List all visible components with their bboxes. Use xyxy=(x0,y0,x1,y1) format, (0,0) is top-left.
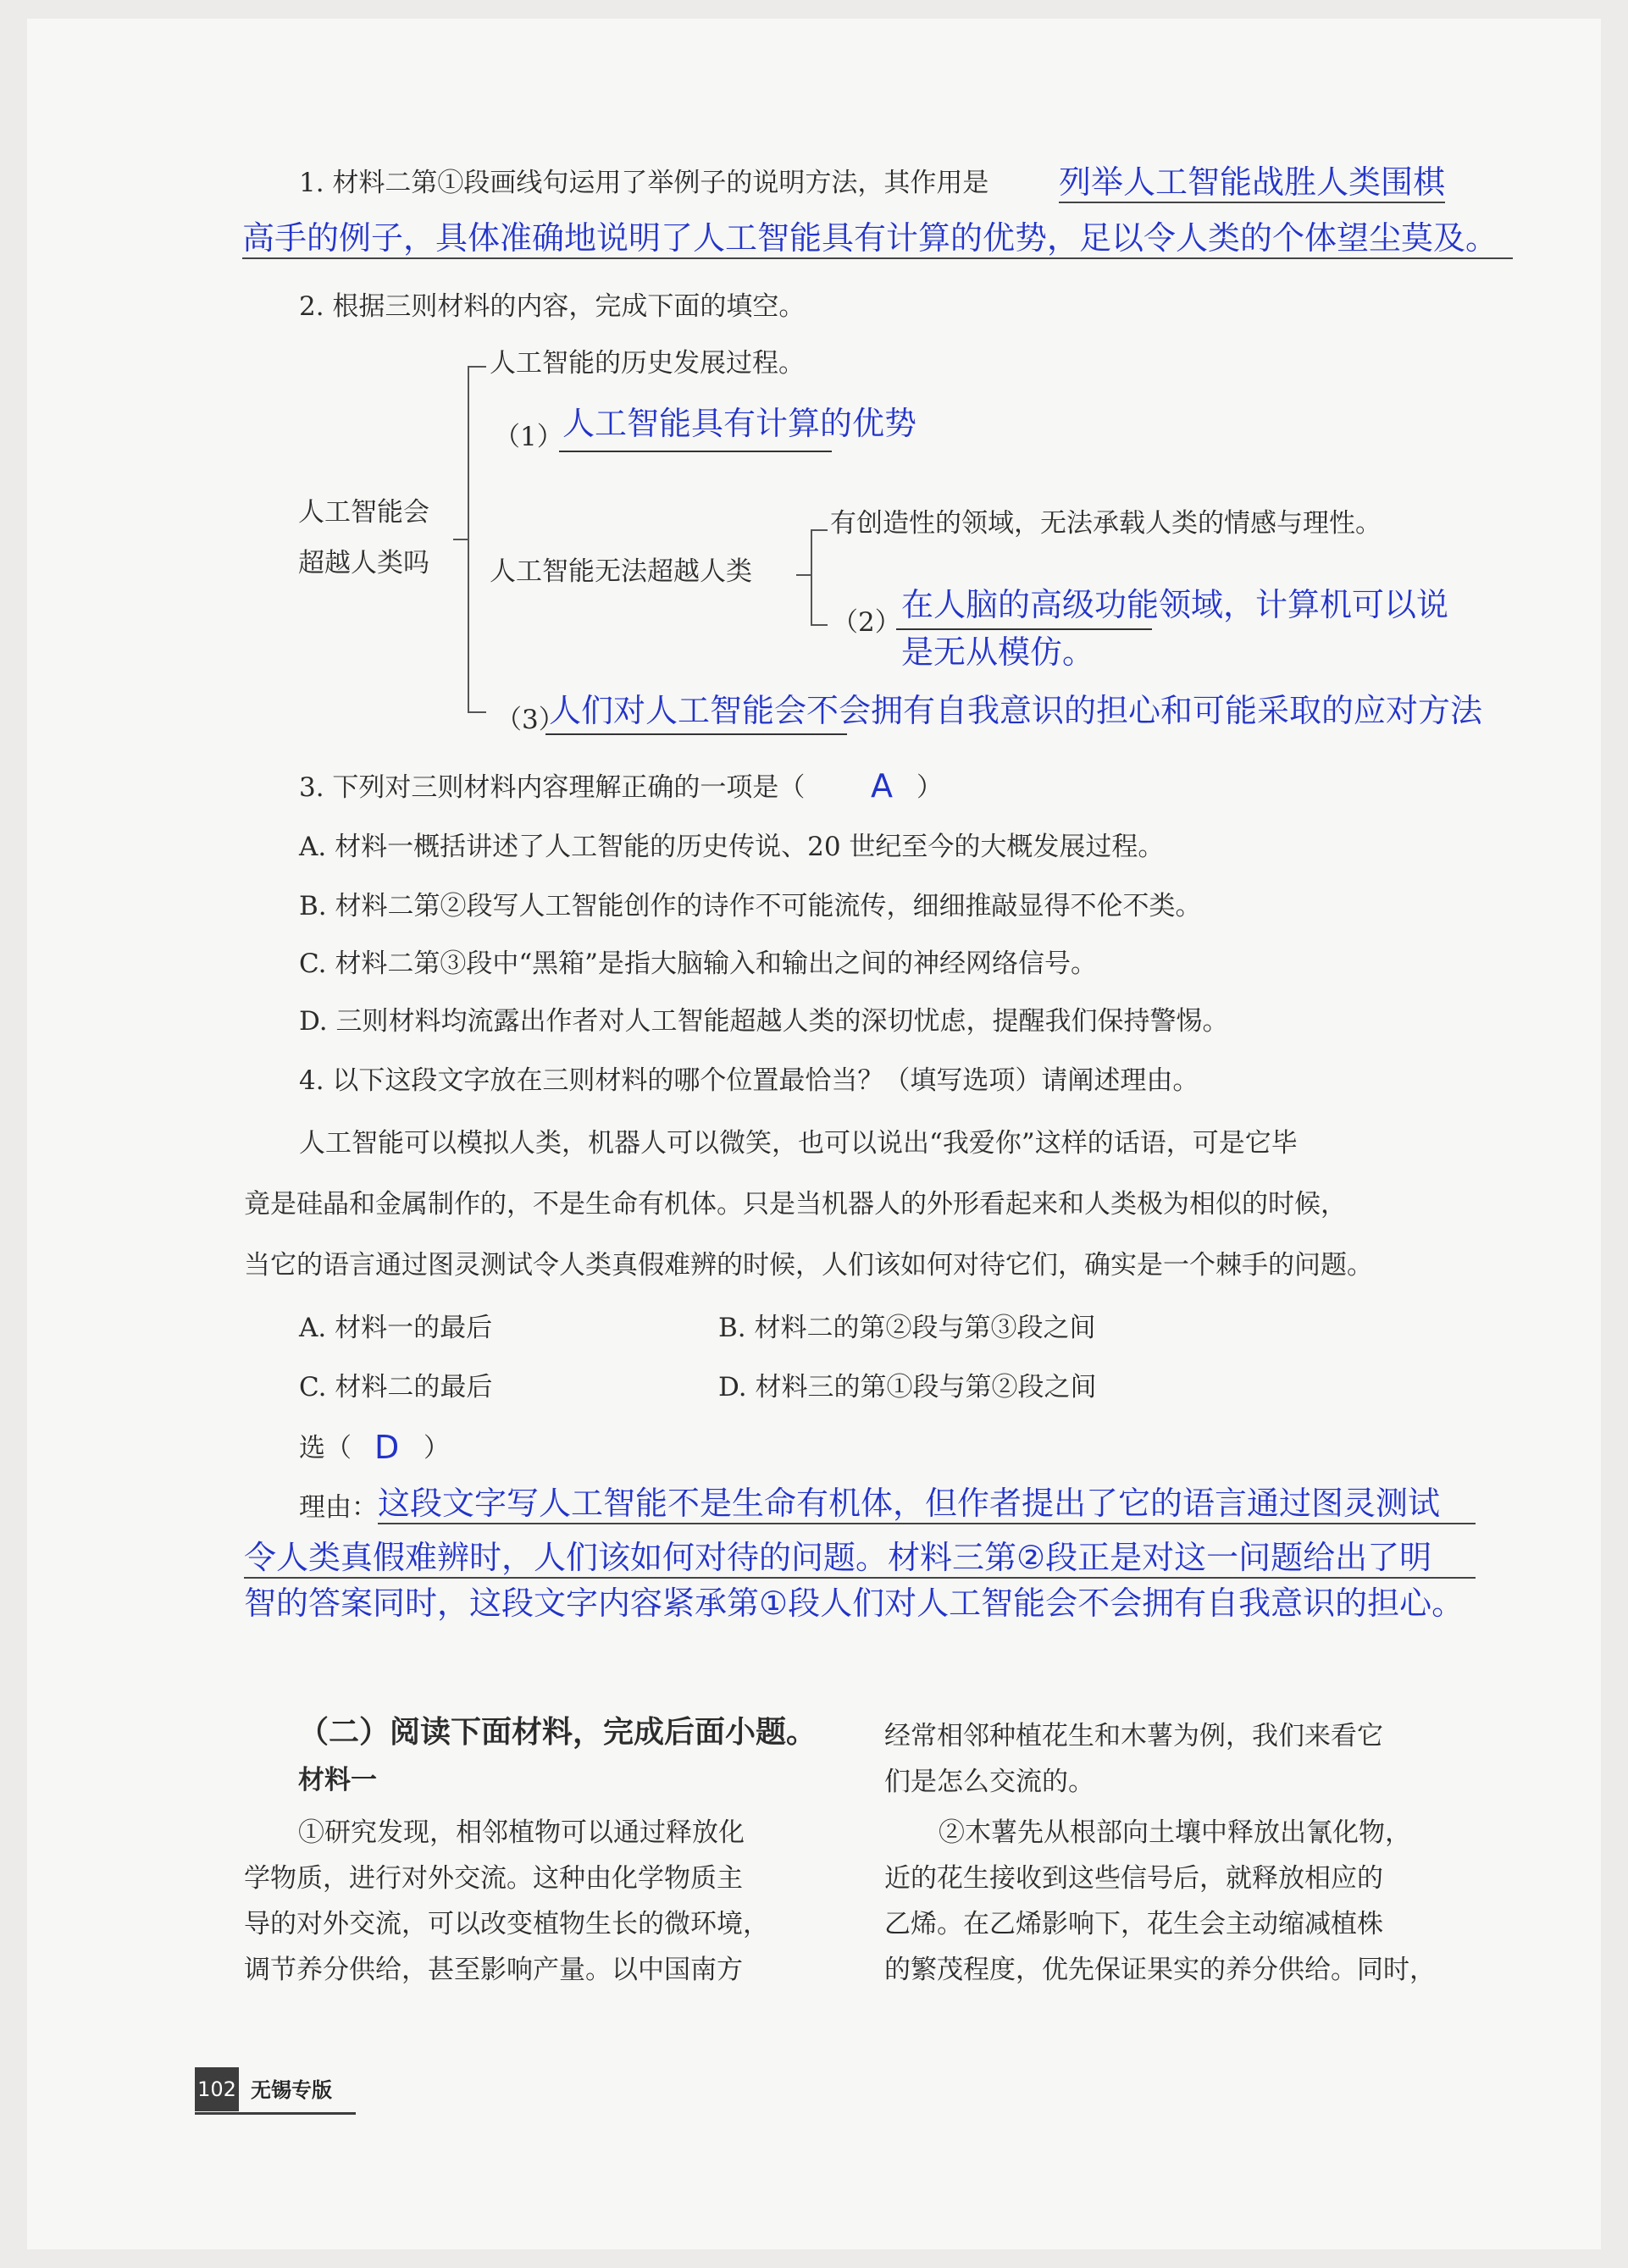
q4-option-d: D. 材料三的第①段与第②段之间 xyxy=(718,1372,1097,1402)
branch-history: 人工智能的历史发展过程。 xyxy=(490,348,805,379)
q4-passage-line3: 当它的语言通过图灵测试令人类真假难辨的时候，人们该如何对待它们，确实是一个棘手的问题。 xyxy=(244,1250,1373,1281)
q1-answer-line2: 高手的例子，具体准确地说明了人工智能具有计算的优势，足以令人类的个体望尘莫及。 xyxy=(242,219,1513,259)
left-line-4: 调节养分供给，甚至影响产量。以中国南方 xyxy=(244,1955,743,1985)
q4-prompt: 4. 以下这段文字放在三则材料的哪个位置最恰当？（填写选项）请阐述理由。 xyxy=(299,1065,1199,1096)
outer-bracket-bottom xyxy=(468,711,486,713)
branch-cannot: 人工智能无法超越人类 xyxy=(490,556,752,587)
material-one-label: 材料一 xyxy=(298,1765,377,1795)
q3-option-a: A. 材料一概括讲述了人工智能的历史传说、20 世纪至今的大概发展过程。 xyxy=(299,832,1165,862)
blank1-label: （1） xyxy=(494,422,563,452)
blank3-underline xyxy=(545,733,847,735)
q4-passage-line1: 人工智能可以模拟人类，机器人可以微笑，也可以说出“我爱你”这样的话语，可是它毕 xyxy=(299,1128,1298,1159)
right-line-6: 的繁茂程度，优先保证果实的养分供给。同时， xyxy=(884,1955,1436,1985)
left-line-3: 导的对外交流，可以改变植物生长的微环境， xyxy=(244,1909,769,1939)
blank3-answer: 人们对人工智能会不会拥有自我意识的担心和可能采取的应对方法 xyxy=(549,692,1483,729)
sub-creative: 有创造性的领域，无法承载人类的情感与理性。 xyxy=(830,508,1382,539)
edition-label: 无锡专版 xyxy=(251,2078,332,2102)
q2-root-line1: 人工智能会 xyxy=(298,497,429,528)
q4-option-c: C. 材料二的最后 xyxy=(299,1372,493,1402)
blank2-answer-line2: 是无从模仿。 xyxy=(901,633,1095,671)
inner-bracket xyxy=(811,529,812,624)
q4-reason-line3: 智的答案同时，这段文字内容紧承第①段人们对人工智能会不会拥有自我意识的担心。 xyxy=(244,1585,1465,1622)
q4-choice-label: 选（ xyxy=(299,1433,352,1463)
inner-bracket-top xyxy=(811,529,828,531)
blank1-underline xyxy=(559,451,832,452)
q4-reason-line2: 令人类真假难辨时，人们该如何对待的问题。材料三第②段正是对这一问题给出了明 xyxy=(244,1538,1476,1579)
right-line-2: 们是怎么交流的。 xyxy=(884,1767,1094,1797)
q4-option-b: B. 材料二的第②段与第③段之间 xyxy=(718,1313,1096,1343)
q4-choice-answer: D xyxy=(374,1429,400,1466)
q3-prompt: 3. 下列对三则材料内容理解正确的一项是（ xyxy=(299,772,806,803)
inner-bracket-bottom xyxy=(811,624,828,626)
outer-bracket-stem xyxy=(453,539,468,540)
q4-reason-line1: 这段文字写人工智能不是生命有机体，但作者提出了它的语言通过图灵测试 xyxy=(378,1484,1476,1524)
blank2-underline xyxy=(896,628,1152,630)
q3-answer: A xyxy=(871,767,893,805)
q3-option-d: D. 三则材料均流露出作者对人工智能超越人类的深切忧虑，提醒我们保持警惕。 xyxy=(299,1006,1229,1037)
blank2-answer-line1: 在人脑的高级功能领域，计算机可以说 xyxy=(901,586,1449,623)
q3-option-b: B. 材料二第②段写人工智能创作的诗作不可能流传，细细推敲显得不伦不类。 xyxy=(299,891,1202,921)
q3-prompt-end: ） xyxy=(916,772,943,803)
blank2-label: （2） xyxy=(832,607,901,638)
section2-title: （二）阅读下面材料，完成后面小题。 xyxy=(298,1715,817,1750)
q2-root-line2: 超越人类吗 xyxy=(298,548,429,578)
outer-bracket-top xyxy=(468,366,486,368)
q3-option-c: C. 材料二第③段中“黑箱”是指大脑输入和输出之间的神经网络信号。 xyxy=(299,949,1098,979)
q2-prompt: 2. 根据三则材料的内容，完成下面的填空。 xyxy=(299,291,806,322)
blank1-answer: 人工智能具有计算的优势 xyxy=(562,405,917,442)
q4-option-a: A. 材料一的最后 xyxy=(299,1313,493,1343)
inner-bracket-stem xyxy=(796,574,811,576)
q4-reason-label: 理由： xyxy=(299,1492,378,1523)
right-line-5: 乙烯。在乙烯影响下，花生会主动缩减植株 xyxy=(884,1909,1383,1939)
blank3-label: （3） xyxy=(496,705,565,735)
q4-choice-end: ） xyxy=(424,1433,450,1463)
right-line-1: 经常相邻种植花生和木薯为例，我们来看它 xyxy=(884,1721,1383,1751)
q4-passage-line2: 竟是硅晶和金属制作的，不是生命有机体。只是当机器人的外形看起来和人类极为相似的时候， xyxy=(244,1189,1347,1220)
left-line-1: ①研究发现，相邻植物可以通过释放化 xyxy=(298,1817,745,1848)
q1-answer-line1: 列举人工智能战胜人类围棋 xyxy=(1059,163,1445,203)
q1-prompt: 1. 材料二第①段画线句运用了举例子的说明方法，其作用是 xyxy=(299,168,989,198)
page-number: 102 xyxy=(195,2067,239,2111)
left-line-2: 学物质，进行对外交流。这种由化学物质主 xyxy=(244,1863,743,1894)
right-line-3: ②木薯先从根部向土壤中释放出氰化物， xyxy=(939,1817,1411,1848)
right-line-4: 近的花生接收到这些信号后，就释放相应的 xyxy=(884,1863,1383,1894)
footer-rule xyxy=(195,2112,356,2115)
